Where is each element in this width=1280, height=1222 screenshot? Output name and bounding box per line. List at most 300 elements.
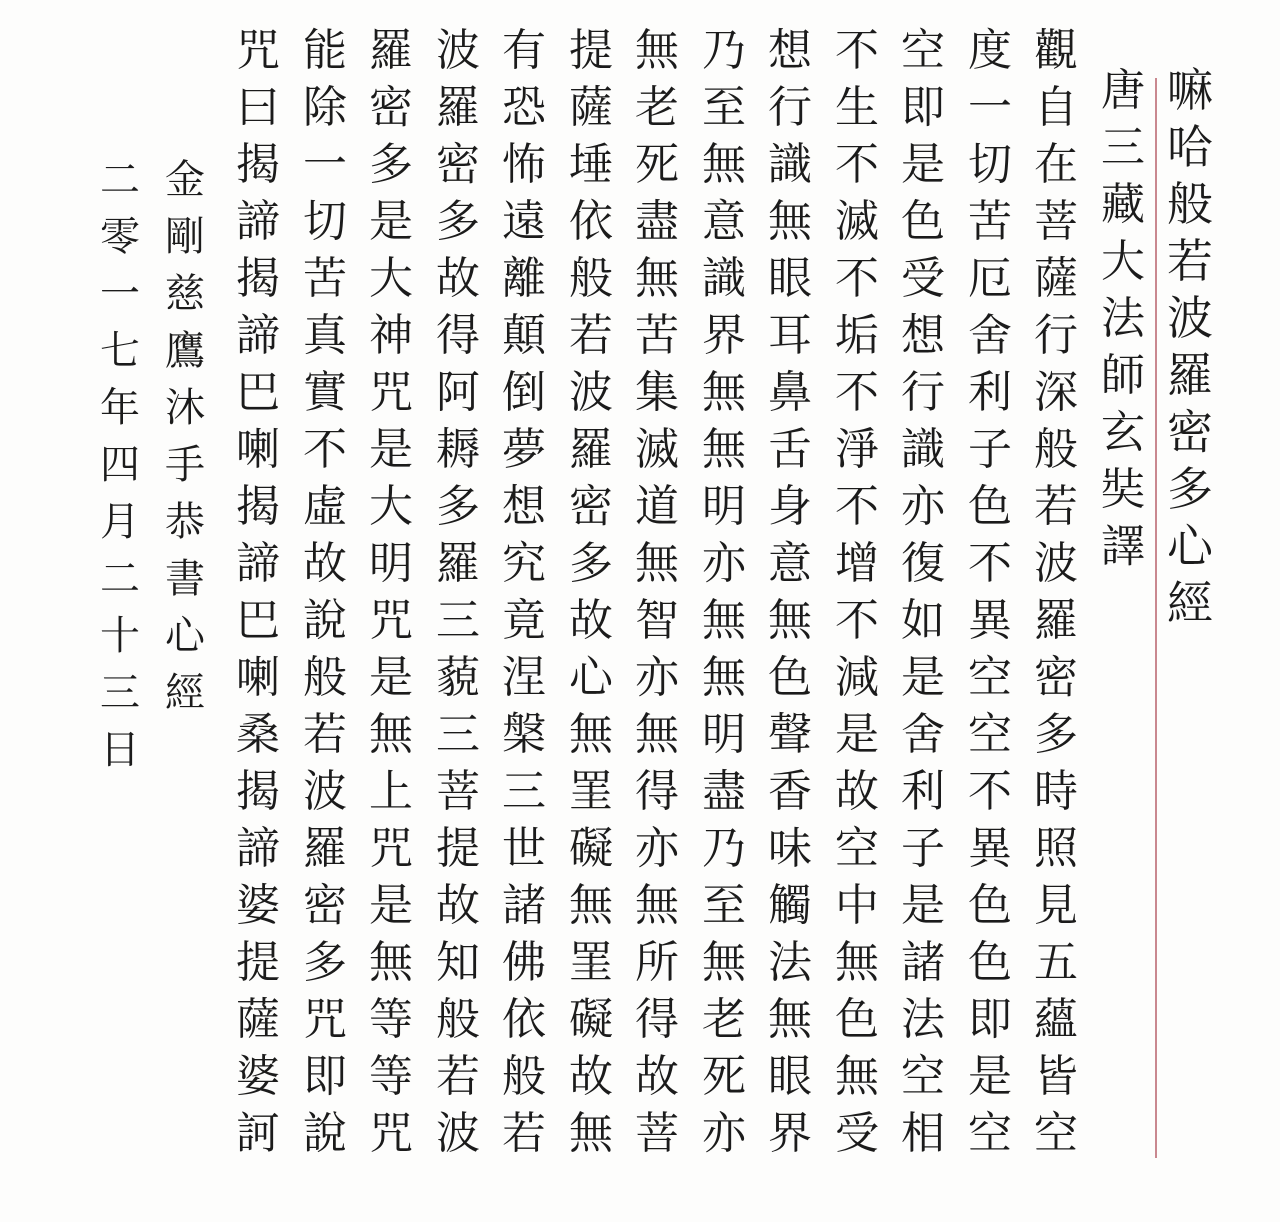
- glyph: 薩: [569, 82, 613, 133]
- glyph: 意: [702, 196, 746, 247]
- glyph: 師: [1101, 350, 1145, 401]
- glyph: 密: [369, 82, 413, 133]
- glyph: 無: [702, 367, 746, 418]
- glyph: 法: [1101, 293, 1145, 344]
- glyph: 遠: [502, 196, 546, 247]
- glyph: 法: [901, 994, 945, 1045]
- glyph: 盡: [702, 766, 746, 817]
- glyph: 不: [835, 253, 879, 304]
- glyph: 舍: [901, 709, 945, 760]
- glyph: 生: [835, 82, 879, 133]
- glyph: 揭: [236, 139, 280, 190]
- glyph: 波: [303, 766, 347, 817]
- glyph: 咒: [303, 994, 347, 1045]
- glyph: 空: [901, 1051, 945, 1102]
- glyph: 咒: [369, 823, 413, 874]
- sutra-body-column: [494, 22, 554, 1162]
- glyph: 等: [369, 1051, 413, 1102]
- glyph: 羅: [1167, 348, 1213, 402]
- glyph: 故: [835, 766, 879, 817]
- glyph: 觸: [768, 880, 812, 931]
- glyph: 十: [100, 613, 140, 659]
- glyph: 究: [502, 538, 546, 589]
- glyph: 不: [968, 538, 1012, 589]
- glyph: 切: [303, 196, 347, 247]
- glyph: 般: [569, 253, 613, 304]
- glyph: 皆: [1034, 1051, 1078, 1102]
- glyph: 子: [968, 424, 1012, 475]
- glyph: 慈: [165, 271, 205, 317]
- glyph: 乃: [702, 25, 746, 76]
- glyph: 嘛: [1167, 63, 1213, 117]
- glyph: 所: [635, 937, 679, 988]
- glyph: 三: [502, 766, 546, 817]
- glyph: 行: [1034, 310, 1078, 361]
- sutra-body-column: [361, 22, 421, 1162]
- glyph: 藐: [436, 652, 480, 703]
- glyph: 法: [768, 937, 812, 988]
- glyph: 得: [635, 994, 679, 1045]
- translator-column: [1093, 62, 1153, 575]
- glyph: 切: [968, 139, 1012, 190]
- sutra-body-column: [295, 22, 355, 1162]
- glyph: 見: [1034, 880, 1078, 931]
- glyph: 密: [303, 880, 347, 931]
- glyph: 行: [901, 367, 945, 418]
- glyph: 波: [1034, 538, 1078, 589]
- glyph: 耨: [436, 424, 480, 475]
- glyph: 是: [369, 652, 413, 703]
- glyph: 五: [1034, 937, 1078, 988]
- glyph: 三: [436, 595, 480, 646]
- glyph: 無: [702, 595, 746, 646]
- sutra-body-column: [228, 22, 288, 1162]
- glyph: 除: [303, 82, 347, 133]
- glyph: 是: [369, 196, 413, 247]
- glyph: 苦: [635, 310, 679, 361]
- glyph: 故: [635, 1051, 679, 1102]
- glyph: 三: [100, 670, 140, 716]
- glyph: 世: [502, 823, 546, 874]
- glyph: 香: [768, 766, 812, 817]
- glyph: 亦: [635, 823, 679, 874]
- glyph: 羅: [1034, 595, 1078, 646]
- glyph: 零: [100, 214, 140, 260]
- glyph: 增: [835, 538, 879, 589]
- glyph: 上: [369, 766, 413, 817]
- glyph: 巴: [236, 367, 280, 418]
- glyph: 色: [768, 652, 812, 703]
- glyph: 密: [1034, 652, 1078, 703]
- glyph: 空: [1034, 1108, 1078, 1159]
- glyph: 異: [968, 823, 1012, 874]
- glyph: 多: [369, 139, 413, 190]
- glyph: 波: [1167, 291, 1213, 345]
- glyph: 無: [635, 25, 679, 76]
- glyph: 實: [303, 367, 347, 418]
- glyph: 蘊: [1034, 994, 1078, 1045]
- glyph: 明: [369, 538, 413, 589]
- glyph: 空: [968, 652, 1012, 703]
- glyph: 書: [165, 556, 205, 602]
- glyph: 無: [702, 652, 746, 703]
- glyph: 耳: [768, 310, 812, 361]
- glyph: 無: [635, 253, 679, 304]
- glyph: 受: [835, 1108, 879, 1159]
- glyph: 能: [303, 25, 347, 76]
- glyph: 依: [502, 994, 546, 1045]
- glyph: 大: [369, 481, 413, 532]
- glyph: 諦: [236, 196, 280, 247]
- glyph: 羅: [303, 823, 347, 874]
- glyph: 識: [768, 139, 812, 190]
- glyph: 咒: [236, 25, 280, 76]
- glyph: 度: [968, 25, 1012, 76]
- glyph: 菩: [635, 1108, 679, 1159]
- glyph: 說: [303, 1108, 347, 1159]
- glyph: 金: [165, 157, 205, 203]
- glyph: 多: [436, 196, 480, 247]
- glyph: 依: [569, 196, 613, 247]
- glyph: 沐: [165, 385, 205, 431]
- glyph: 色: [901, 196, 945, 247]
- glyph: 四: [100, 442, 140, 488]
- glyph: 礙: [569, 994, 613, 1045]
- glyph: 不: [968, 766, 1012, 817]
- sutra-body-column: [694, 22, 754, 1162]
- glyph: 無: [835, 937, 879, 988]
- glyph: 亦: [635, 652, 679, 703]
- glyph: 揭: [236, 253, 280, 304]
- glyph: 如: [901, 595, 945, 646]
- glyph: 一: [968, 82, 1012, 133]
- glyph: 心: [1167, 519, 1213, 573]
- glyph: 譯: [1101, 521, 1145, 572]
- glyph: 利: [968, 367, 1012, 418]
- glyph: 般: [1034, 424, 1078, 475]
- glyph: 無: [635, 709, 679, 760]
- glyph: 提: [569, 25, 613, 76]
- glyph: 玄: [1101, 407, 1145, 458]
- glyph: 故: [569, 1051, 613, 1102]
- glyph: 喇: [236, 652, 280, 703]
- glyph: 揭: [236, 481, 280, 532]
- glyph: 經: [1167, 576, 1213, 630]
- sutra-body-column: [760, 22, 820, 1162]
- glyph: 心: [165, 613, 205, 659]
- glyph: 多: [303, 937, 347, 988]
- glyph: 老: [635, 82, 679, 133]
- glyph: 恭: [165, 499, 205, 545]
- glyph: 亦: [901, 481, 945, 532]
- glyph: 二: [100, 556, 140, 602]
- glyph: 智: [635, 595, 679, 646]
- glyph: 即: [303, 1051, 347, 1102]
- glyph: 多: [569, 538, 613, 589]
- glyph: 無: [369, 937, 413, 988]
- glyph: 界: [702, 310, 746, 361]
- glyph: 明: [702, 709, 746, 760]
- glyph: 日: [100, 727, 140, 773]
- glyph: 苦: [968, 196, 1012, 247]
- glyph: 故: [303, 538, 347, 589]
- glyph: 無: [635, 538, 679, 589]
- glyph: 界: [768, 1108, 812, 1159]
- glyph: 倒: [502, 367, 546, 418]
- glyph: 槃: [502, 709, 546, 760]
- glyph: 是: [369, 880, 413, 931]
- glyph: 三: [436, 709, 480, 760]
- glyph: 眼: [768, 1051, 812, 1102]
- glyph: 在: [1034, 139, 1078, 190]
- glyph: 多: [436, 481, 480, 532]
- glyph: 深: [1034, 367, 1078, 418]
- sutra-body-column: [1026, 22, 1086, 1162]
- glyph: 不: [303, 424, 347, 475]
- glyph: 夢: [502, 424, 546, 475]
- glyph: 利: [901, 766, 945, 817]
- glyph: 道: [635, 481, 679, 532]
- glyph: 至: [702, 82, 746, 133]
- glyph: 顛: [502, 310, 546, 361]
- glyph: 垢: [835, 310, 879, 361]
- glyph: 揭: [236, 766, 280, 817]
- glyph: 若: [303, 709, 347, 760]
- glyph: 眼: [768, 253, 812, 304]
- glyph: 色: [968, 481, 1012, 532]
- glyph: 等: [369, 994, 413, 1045]
- glyph: 不: [835, 595, 879, 646]
- glyph: 無: [569, 709, 613, 760]
- glyph: 一: [303, 139, 347, 190]
- glyph: 羅: [369, 25, 413, 76]
- glyph: 諦: [236, 538, 280, 589]
- glyph: 經: [165, 670, 205, 716]
- glyph: 即: [901, 82, 945, 133]
- glyph: 咒: [369, 367, 413, 418]
- glyph: 曰: [236, 82, 280, 133]
- glyph: 集: [635, 367, 679, 418]
- glyph: 乃: [702, 823, 746, 874]
- glyph: 識: [702, 253, 746, 304]
- glyph: 盡: [635, 196, 679, 247]
- glyph: 羅: [569, 424, 613, 475]
- glyph: 自: [1034, 82, 1078, 133]
- glyph: 無: [835, 1051, 879, 1102]
- glyph: 若: [1034, 481, 1078, 532]
- glyph: 諦: [236, 823, 280, 874]
- glyph: 不: [835, 481, 879, 532]
- glyph: 提: [436, 823, 480, 874]
- glyph: 滅: [835, 196, 879, 247]
- glyph: 密: [436, 139, 480, 190]
- glyph: 般: [502, 1051, 546, 1102]
- signature-column: [155, 152, 215, 722]
- glyph: 想: [901, 310, 945, 361]
- glyph: 藏: [1101, 179, 1145, 230]
- glyph: 大: [1101, 236, 1145, 287]
- glyph: 亦: [702, 538, 746, 589]
- glyph: 是: [369, 424, 413, 475]
- glyph: 身: [768, 481, 812, 532]
- glyph: 亦: [702, 1108, 746, 1159]
- sutra-body-column: [428, 22, 488, 1162]
- glyph: 不: [835, 25, 879, 76]
- glyph: 無: [702, 139, 746, 190]
- glyph: 得: [436, 310, 480, 361]
- glyph: 若: [569, 310, 613, 361]
- date-column: [90, 152, 150, 779]
- glyph: 舍: [968, 310, 1012, 361]
- glyph: 波: [436, 1108, 480, 1159]
- glyph: 不: [835, 139, 879, 190]
- glyph: 苦: [303, 253, 347, 304]
- sutra-body-column: [893, 22, 953, 1162]
- glyph: 故: [436, 880, 480, 931]
- glyph: 婆: [236, 880, 280, 931]
- glyph: 照: [1034, 823, 1078, 874]
- glyph: 羅: [436, 538, 480, 589]
- glyph: 離: [502, 253, 546, 304]
- sutra-body-column: [627, 22, 687, 1162]
- glyph: 至: [702, 880, 746, 931]
- glyph: 死: [635, 139, 679, 190]
- glyph: 薩: [1034, 253, 1078, 304]
- glyph: 七: [100, 328, 140, 374]
- glyph: 鷹: [165, 328, 205, 374]
- glyph: 相: [901, 1108, 945, 1159]
- glyph: 得: [635, 766, 679, 817]
- sutra-body-column: [561, 22, 621, 1162]
- glyph: 大: [369, 253, 413, 304]
- glyph: 提: [236, 937, 280, 988]
- glyph: 虛: [303, 481, 347, 532]
- glyph: 死: [702, 1051, 746, 1102]
- glyph: 空: [968, 1108, 1012, 1159]
- glyph: 喇: [236, 424, 280, 475]
- glyph: 唐: [1101, 65, 1145, 116]
- glyph: 桑: [236, 709, 280, 760]
- glyph: 佛: [502, 937, 546, 988]
- glyph: 空: [968, 709, 1012, 760]
- glyph: 無: [702, 937, 746, 988]
- glyph: 諸: [901, 937, 945, 988]
- glyph: 即: [968, 994, 1012, 1045]
- glyph: 味: [768, 823, 812, 874]
- glyph: 般: [1167, 177, 1213, 231]
- glyph: 聲: [768, 709, 812, 760]
- glyph: 不: [835, 367, 879, 418]
- glyph: 色: [968, 880, 1012, 931]
- glyph: 無: [635, 880, 679, 931]
- glyph: 明: [702, 481, 746, 532]
- glyph: 鼻: [768, 367, 812, 418]
- glyph: 減: [835, 652, 879, 703]
- glyph: 無: [768, 595, 812, 646]
- glyph: 若: [436, 1051, 480, 1102]
- glyph: 無: [569, 880, 613, 931]
- glyph: 是: [901, 652, 945, 703]
- glyph: 埵: [569, 139, 613, 190]
- glyph: 薩: [236, 994, 280, 1045]
- glyph: 般: [303, 652, 347, 703]
- glyph: 故: [436, 253, 480, 304]
- glyph: 想: [502, 481, 546, 532]
- glyph: 是: [901, 880, 945, 931]
- glyph: 三: [1101, 122, 1145, 173]
- glyph: 真: [303, 310, 347, 361]
- glyph: 無: [768, 994, 812, 1045]
- glyph: 羅: [436, 82, 480, 133]
- glyph: 無: [702, 424, 746, 475]
- glyph: 無: [569, 1108, 613, 1159]
- glyph: 知: [436, 937, 480, 988]
- glyph: 竟: [502, 595, 546, 646]
- glyph: 是: [968, 1051, 1012, 1102]
- glyph: 巴: [236, 595, 280, 646]
- glyph: 多: [1167, 462, 1213, 516]
- glyph: 有: [502, 25, 546, 76]
- glyph: 行: [768, 82, 812, 133]
- glyph: 滅: [635, 424, 679, 475]
- glyph: 礙: [569, 823, 613, 874]
- glyph: 淨: [835, 424, 879, 475]
- glyph: 說: [303, 595, 347, 646]
- glyph: 中: [835, 880, 879, 931]
- glyph: 無: [768, 196, 812, 247]
- glyph: 奘: [1101, 464, 1145, 515]
- glyph: 異: [968, 595, 1012, 646]
- glyph: 無: [369, 709, 413, 760]
- glyph: 二: [100, 157, 140, 203]
- glyph: 菩: [1034, 196, 1078, 247]
- glyph: 子: [901, 823, 945, 874]
- glyph: 諸: [502, 880, 546, 931]
- glyph: 哈: [1167, 120, 1213, 174]
- glyph: 咒: [369, 1108, 413, 1159]
- glyph: 菩: [436, 766, 480, 817]
- glyph: 波: [569, 367, 613, 418]
- title-divider-line: [1155, 78, 1157, 1158]
- glyph: 諦: [236, 310, 280, 361]
- glyph: 密: [1167, 405, 1213, 459]
- glyph: 手: [165, 442, 205, 488]
- glyph: 故: [569, 595, 613, 646]
- glyph: 色: [835, 994, 879, 1045]
- glyph: 復: [901, 538, 945, 589]
- glyph: 是: [901, 139, 945, 190]
- sutra-body-column: [827, 22, 887, 1162]
- glyph: 波: [436, 25, 480, 76]
- glyph: 想: [768, 25, 812, 76]
- glyph: 阿: [436, 367, 480, 418]
- sutra-title-column: [1160, 62, 1220, 632]
- glyph: 密: [569, 481, 613, 532]
- glyph: 意: [768, 538, 812, 589]
- glyph: 是: [835, 709, 879, 760]
- glyph: 心: [569, 652, 613, 703]
- glyph: 舌: [768, 424, 812, 475]
- glyph: 怖: [502, 139, 546, 190]
- glyph: 時: [1034, 766, 1078, 817]
- glyph: 涅: [502, 652, 546, 703]
- glyph: 一: [100, 271, 140, 317]
- glyph: 老: [702, 994, 746, 1045]
- glyph: 訶: [236, 1108, 280, 1159]
- glyph: 年: [100, 385, 140, 431]
- glyph: 識: [901, 424, 945, 475]
- glyph: 咒: [369, 595, 413, 646]
